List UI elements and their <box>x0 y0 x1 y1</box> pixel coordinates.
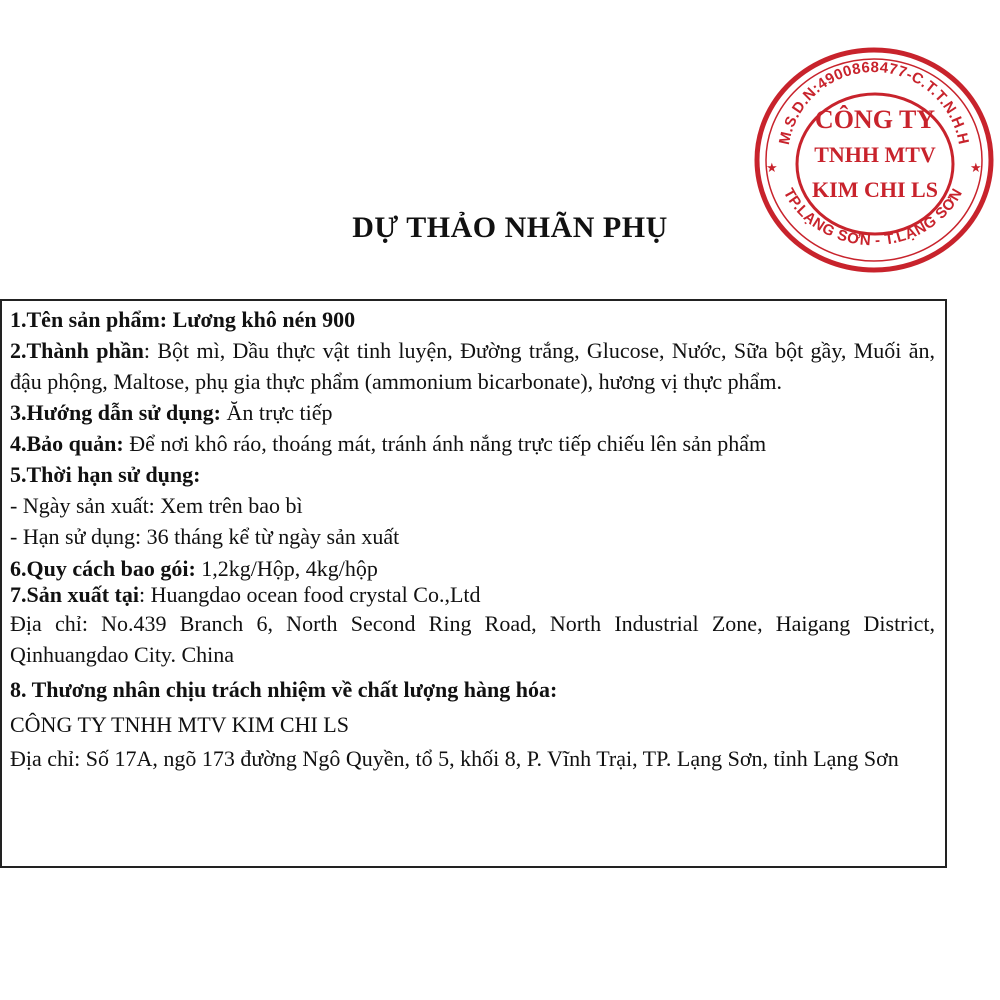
packaging-line <box>10 556 945 582</box>
product-name-line <box>10 304 945 335</box>
trader-heading: 8. Thương nhân chịu trách nhiệm về chất lượng hàng hóa: <box>10 677 558 702</box>
storage-text: Để nơi khô ráo, thoáng mát, tránh ánh nắng trực tiếp chiếu lên sản phẩm <box>123 431 767 456</box>
expiry-line: - Hạn sử dụng: 36 tháng kể từ ngày sản xuất <box>10 524 400 549</box>
trader-company: CÔNG TY TNHH MTV KIM CHI LS <box>10 712 349 737</box>
document-title: DỰ THẢO NHÃN PHỤ <box>352 211 668 244</box>
trader-address: Địa chỉ: Số 17A, ngõ 173 đường Ngô Quyền, tổ 5, khối 8, P. Vĩnh Trại, TP. Lạng Sơn, tỉnh Lạng Sơn <box>10 746 899 771</box>
svg-text:★: ★ <box>766 161 778 176</box>
seal-line-1: CÔNG TY <box>814 105 936 134</box>
seal-bottom-text: TP.LẠNG SƠN - T.LẠNG SƠN <box>779 185 967 250</box>
manufacture-date-line: - Ngày sản xuất: Xem trên bao bì <box>10 493 303 518</box>
seal-line-2: TNHH MTV <box>814 142 936 167</box>
svg-text:★: ★ <box>970 161 982 176</box>
manufacturer-heading: 7.Sản xuất tại <box>10 582 139 607</box>
manufacturer-line <box>10 582 945 608</box>
usage-line <box>10 397 945 428</box>
packaging-text: 1,2kg/Hộp, 4kg/hộp <box>195 556 378 581</box>
ingredients-paragraph <box>10 335 945 397</box>
storage-line <box>10 428 945 459</box>
company-seal <box>748 36 998 276</box>
shelf-life-heading: 5.Thời hạn sử dụng: <box>10 462 201 487</box>
seal-line-3: KIM CHI LS <box>812 177 938 202</box>
product-name-heading: 1.Tên sản phẩm: Lương khô nén 900 <box>10 307 356 332</box>
secondary-label-box <box>0 299 947 868</box>
packaging-heading: 6.Quy cách bao gói: <box>10 556 196 581</box>
manufacturer-text: : Huangdao ocean food crystal Co.,Ltd <box>138 582 481 607</box>
usage-text: Ăn trực tiếp <box>221 400 333 425</box>
ingredients-heading: 2.Thành phần <box>10 338 144 363</box>
shelf-life-line <box>10 459 945 490</box>
manufacturer-address: Địa chỉ: No.439 Branch 6, North Second Ring Road, North Industrial Zone, Haigang District, Qinhuangdao City. China <box>10 611 935 667</box>
storage-heading: 4.Bảo quản: <box>10 431 124 456</box>
usage-heading: 3.Hướng dẫn sử dụng: <box>10 400 221 425</box>
seal-top-text: M.S.D.N:4900868477-C.T.T.N.H.H <box>776 58 972 147</box>
ingredients-text: : Bột mì, Dầu thực vật tinh luyện, Đường trắng, Glucose, Nước, Sữa bột gầy, Muối ăn, đậu phộng, Maltose, phụ gia thực phẩm (ammonium bicarbonate), hương vị thực phẩm. <box>10 338 935 394</box>
